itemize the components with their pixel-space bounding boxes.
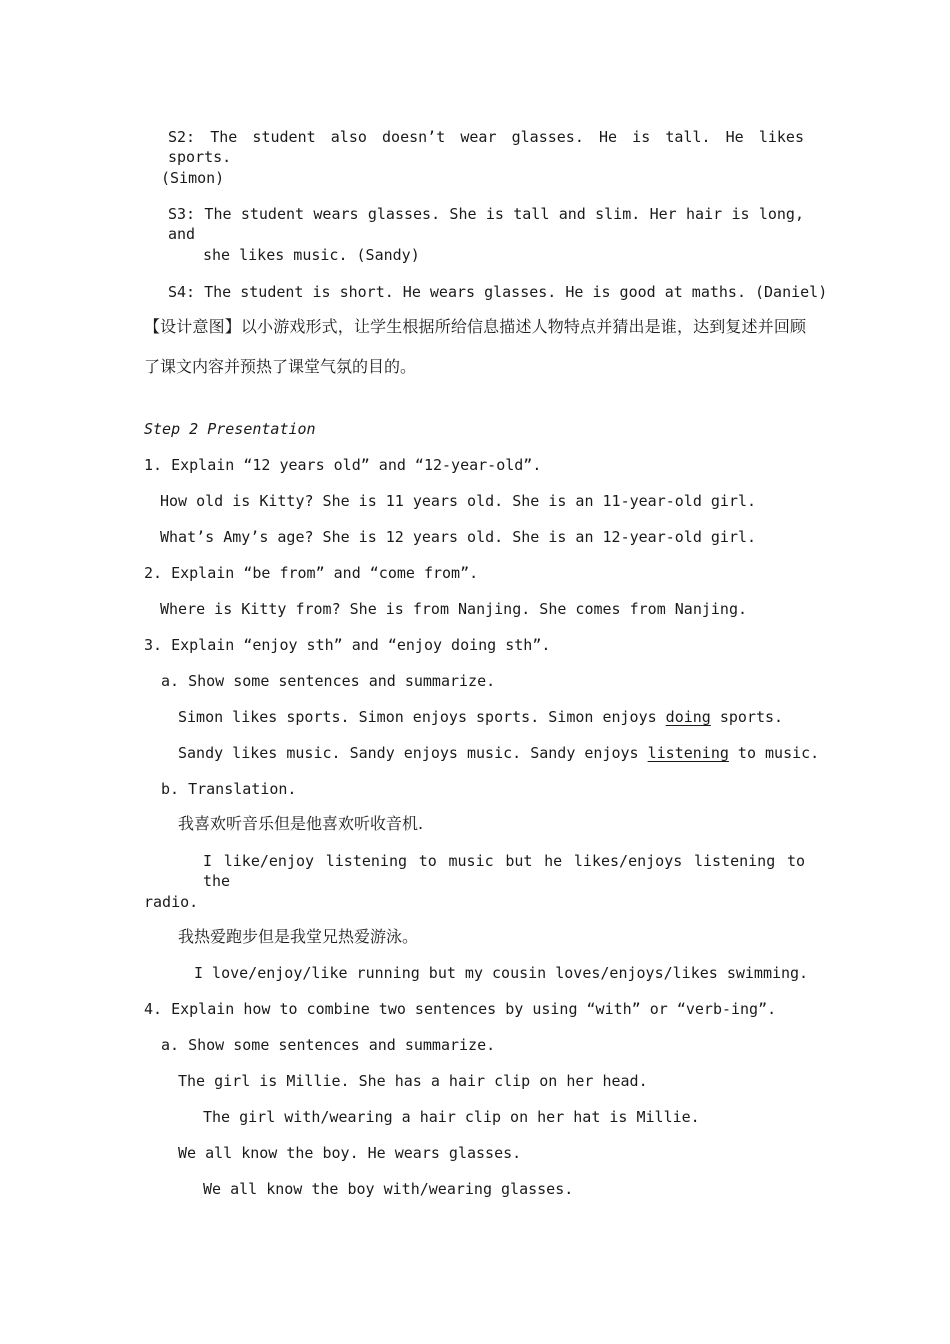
design-intent-line-2: 了课文内容并预热了课堂气氛的目的。 bbox=[144, 357, 417, 376]
underlined-word: doing bbox=[665, 708, 711, 726]
item-3-a-example-1 bbox=[178, 707, 783, 727]
underlined-word: listening bbox=[647, 744, 729, 762]
item-3-b-chinese-1: 我喜欢听音乐但是他喜欢听收音机. bbox=[178, 814, 424, 833]
item-3-a-example-2 bbox=[178, 743, 819, 763]
item-3-b-english-2: I love/enjoy/like running but my cousin loves/enjoys/likes swimming. bbox=[194, 964, 809, 982]
s3-line-2: she likes music. (Sandy) bbox=[203, 246, 420, 264]
item-4-example-1: The girl is Millie. She has a hair clip on her head. bbox=[178, 1072, 648, 1090]
item-4-example-2: We all know the boy. He wears glasses. bbox=[178, 1144, 522, 1162]
item-3-title: 3. Explain “enjoy sth” and “enjoy doing sth”. bbox=[144, 636, 551, 654]
item-4-example-2-answer: We all know the boy with/wearing glasses. bbox=[203, 1180, 574, 1198]
item-4-title: 4. Explain how to combine two sentences by using “with” or “verb-ing”. bbox=[144, 1000, 777, 1018]
s4-line: S4: The student is short. He wears glasses. He is good at maths. (Daniel) bbox=[168, 283, 828, 301]
item-2-example-1: Where is Kitty from? She is from Nanjing. She comes from Nanjing. bbox=[160, 600, 747, 618]
item-2-title: 2. Explain “be from” and “come from”. bbox=[144, 564, 479, 582]
item-3-b-english-1-line-2: radio. bbox=[144, 893, 199, 911]
example-text: Simon likes sports. Simon enjoys sports. Simon enjoys bbox=[178, 708, 666, 726]
item-1-example-2: What’s Amy’s age? She is 12 years old. She is an 12-year-old girl. bbox=[160, 528, 757, 546]
item-3-b-label: b. Translation. bbox=[161, 780, 297, 798]
step-heading: Step 2 Presentation bbox=[144, 420, 316, 438]
item-1-title: 1. Explain “12 years old” and “12-year-old”. bbox=[144, 456, 542, 474]
example-text: Sandy likes music. Sandy enjoys music. Sandy enjoys bbox=[178, 744, 648, 762]
s2-line-2: (Simon) bbox=[161, 169, 225, 187]
item-3-b-chinese-2: 我热爱跑步但是我堂兄热爱游泳。 bbox=[178, 927, 419, 946]
example-text: sports. bbox=[710, 708, 784, 726]
example-text: to music. bbox=[728, 744, 820, 762]
s2-line-1: S2: The student also doesn’t wear glasses. He is tall. He likes sports. bbox=[168, 128, 804, 166]
item-3-b-english-1-line-1: I like/enjoy listening to music but he likes/enjoys listening to the bbox=[203, 852, 805, 890]
item-4-example-1-answer: The girl with/wearing a hair clip on her hat is Millie. bbox=[203, 1108, 700, 1126]
item-3-a-label: a. Show some sentences and summarize. bbox=[161, 672, 496, 690]
item-4-a-label: a. Show some sentences and summarize. bbox=[161, 1036, 496, 1054]
item-1-example-1: How old is Kitty? She is 11 years old. She is an 11-year-old girl. bbox=[160, 492, 757, 510]
s3-line-1: S3: The student wears glasses. She is tall and slim. Her hair is long, and bbox=[168, 205, 804, 243]
design-intent-line-1: 【设计意图】以小游戏形式，让学生根据所给信息描述人物特点并猜出是谁，达到复述并回顾 bbox=[144, 317, 806, 336]
